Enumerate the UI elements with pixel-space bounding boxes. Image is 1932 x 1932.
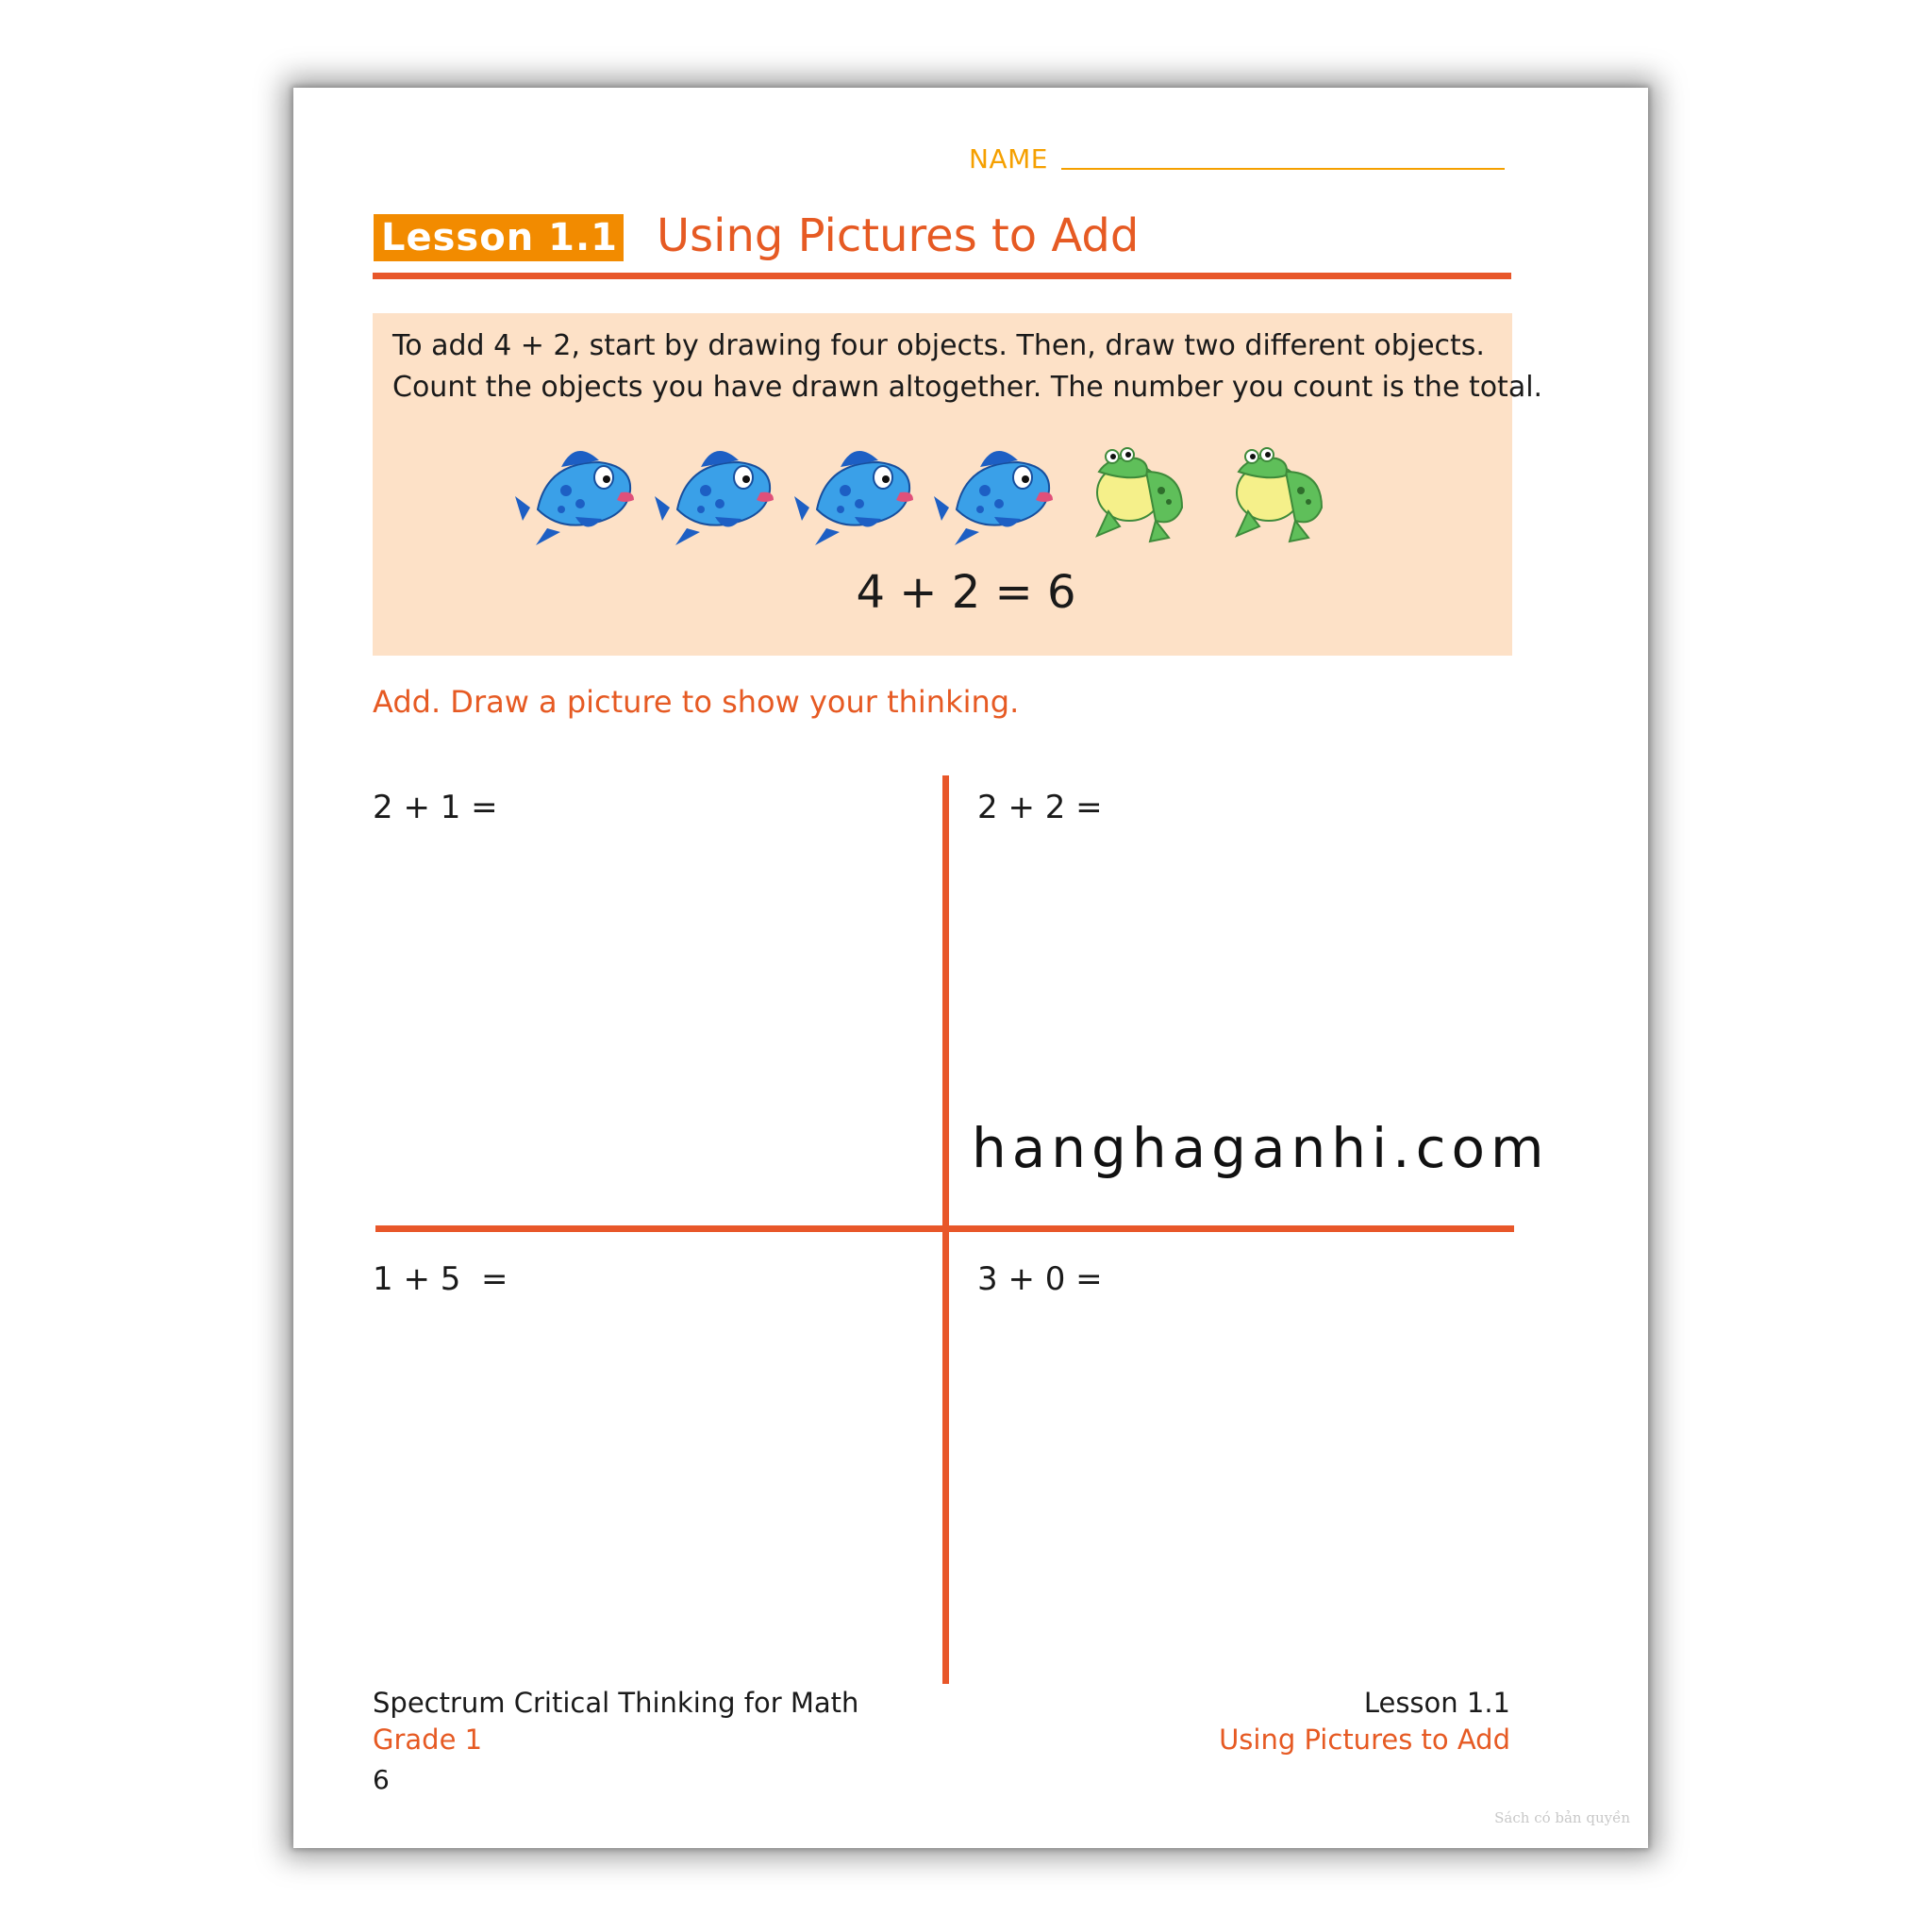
problem-top-left[interactable]: 2 + 1 = bbox=[373, 789, 498, 826]
equation-text: 4 + 2 = 6 bbox=[856, 566, 1076, 619]
title-divider bbox=[373, 273, 1511, 279]
name-write-line[interactable] bbox=[1061, 168, 1505, 170]
page-number: 6 bbox=[373, 1764, 390, 1795]
footer-book-title: Spectrum Critical Thinking for Math bbox=[373, 1687, 859, 1719]
problem-top-right[interactable]: 2 + 2 = bbox=[977, 789, 1103, 826]
example-equation bbox=[0, 564, 1932, 621]
fish-picture bbox=[509, 434, 641, 547]
problem-bottom-right[interactable]: 3 + 0 = bbox=[977, 1260, 1103, 1298]
site-watermark: hanghaganhi.com bbox=[972, 1116, 1550, 1180]
frog-picture bbox=[1210, 434, 1342, 547]
example-line-2: Count the objects you have drawn altogether. The number you count is the total. bbox=[392, 371, 1543, 404]
frog-picture bbox=[1071, 434, 1203, 547]
grid-horizontal-divider bbox=[375, 1225, 1514, 1232]
fish-picture bbox=[649, 434, 781, 547]
footer-lesson: Lesson 1.1 bbox=[1363, 1687, 1510, 1719]
copyright-notice: Sách có bản quyền bbox=[1494, 1809, 1630, 1826]
lesson-title: Using Pictures to Add bbox=[657, 209, 1140, 262]
problem-bottom-left[interactable]: 1 + 5 = bbox=[373, 1260, 508, 1298]
name-label: NAME bbox=[969, 143, 1048, 175]
fish-picture bbox=[928, 434, 1060, 547]
footer-lesson-title: Using Pictures to Add bbox=[1219, 1724, 1510, 1756]
example-line-1: To add 4 + 2, start by drawing four objects. Then, draw two different objects. bbox=[392, 329, 1485, 362]
example-instructions bbox=[392, 325, 1543, 408]
instruction-text: Add. Draw a picture to show your thinking. bbox=[373, 684, 1020, 720]
footer-grade: Grade 1 bbox=[373, 1724, 483, 1756]
fish-picture bbox=[789, 434, 921, 547]
lesson-badge: Lesson 1.1 bbox=[374, 214, 624, 261]
